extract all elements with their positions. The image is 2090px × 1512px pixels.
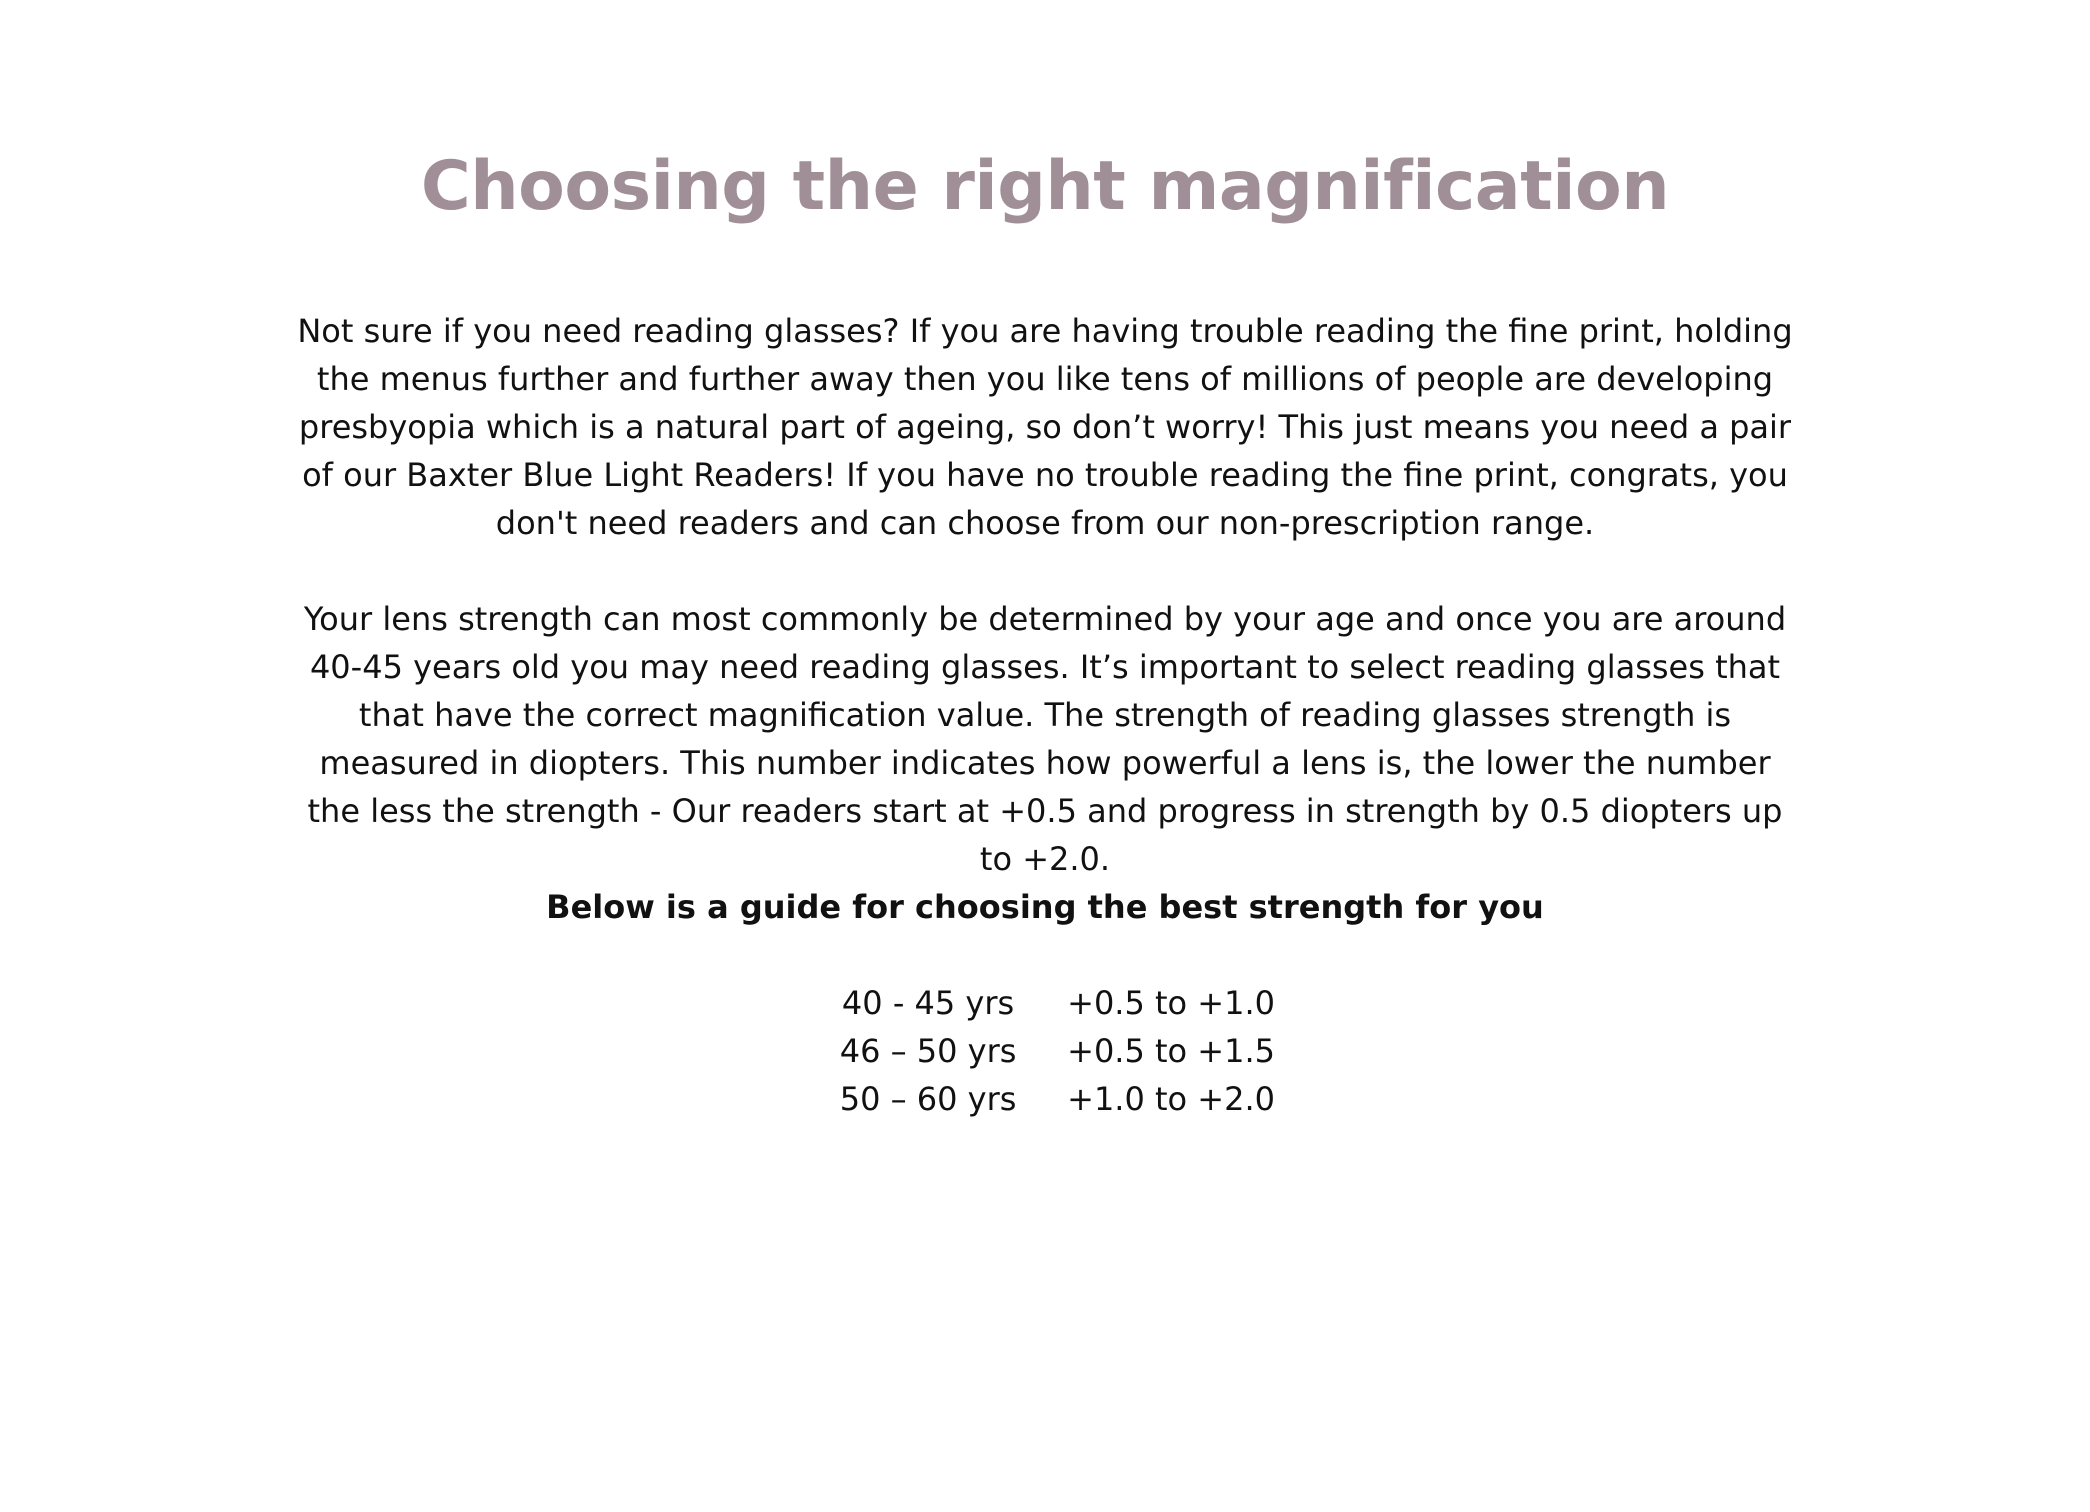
age-range-cell: 50 – 60 yrs — [839, 1080, 1017, 1118]
strength-range-cell: +0.5 to +1.0 — [1067, 984, 1275, 1022]
table-row — [815, 1027, 1275, 1075]
table-row — [815, 1075, 1275, 1123]
guide-heading: Below is a guide for choosing the best strength for you — [546, 888, 1544, 926]
strength-range-cell: +1.0 to +2.0 — [1067, 1080, 1275, 1118]
table-row — [815, 979, 1275, 1027]
strength-range-cell: +0.5 to +1.5 — [1067, 1032, 1275, 1070]
intro-paragraph: Not sure if you need reading glasses? If you are having trouble reading the fine print, holding the menus further and further away then you like tens of millions of people are developing presbyopia which is a natural part of ageing, so don’t worry! This just means you need a pair of our Baxter Blue Light Readers! If you have no trouble reading the fine print, congrats, you don't need readers and can choose from our non-prescription range. — [297, 312, 1793, 542]
age-range-cell: 46 – 50 yrs — [839, 1032, 1017, 1070]
lens-strength-paragraph: Your lens strength can most commonly be determined by your age and once you are around 40-45 years old you may need reading glasses. It’s important to select reading glasses that that have the correct magnification value. The strength of reading glasses strength is measured in diopters. This number indicates how powerful a lens is, the lower the number the less the strength - Our readers start at +0.5 and progress in strength by 0.5 diopters up to +2.0. — [303, 600, 1787, 878]
page-title: Choosing the right magnification — [420, 147, 1670, 226]
age-range-cell: 40 - 45 yrs — [841, 984, 1015, 1022]
strength-guide-table — [815, 979, 1275, 1123]
